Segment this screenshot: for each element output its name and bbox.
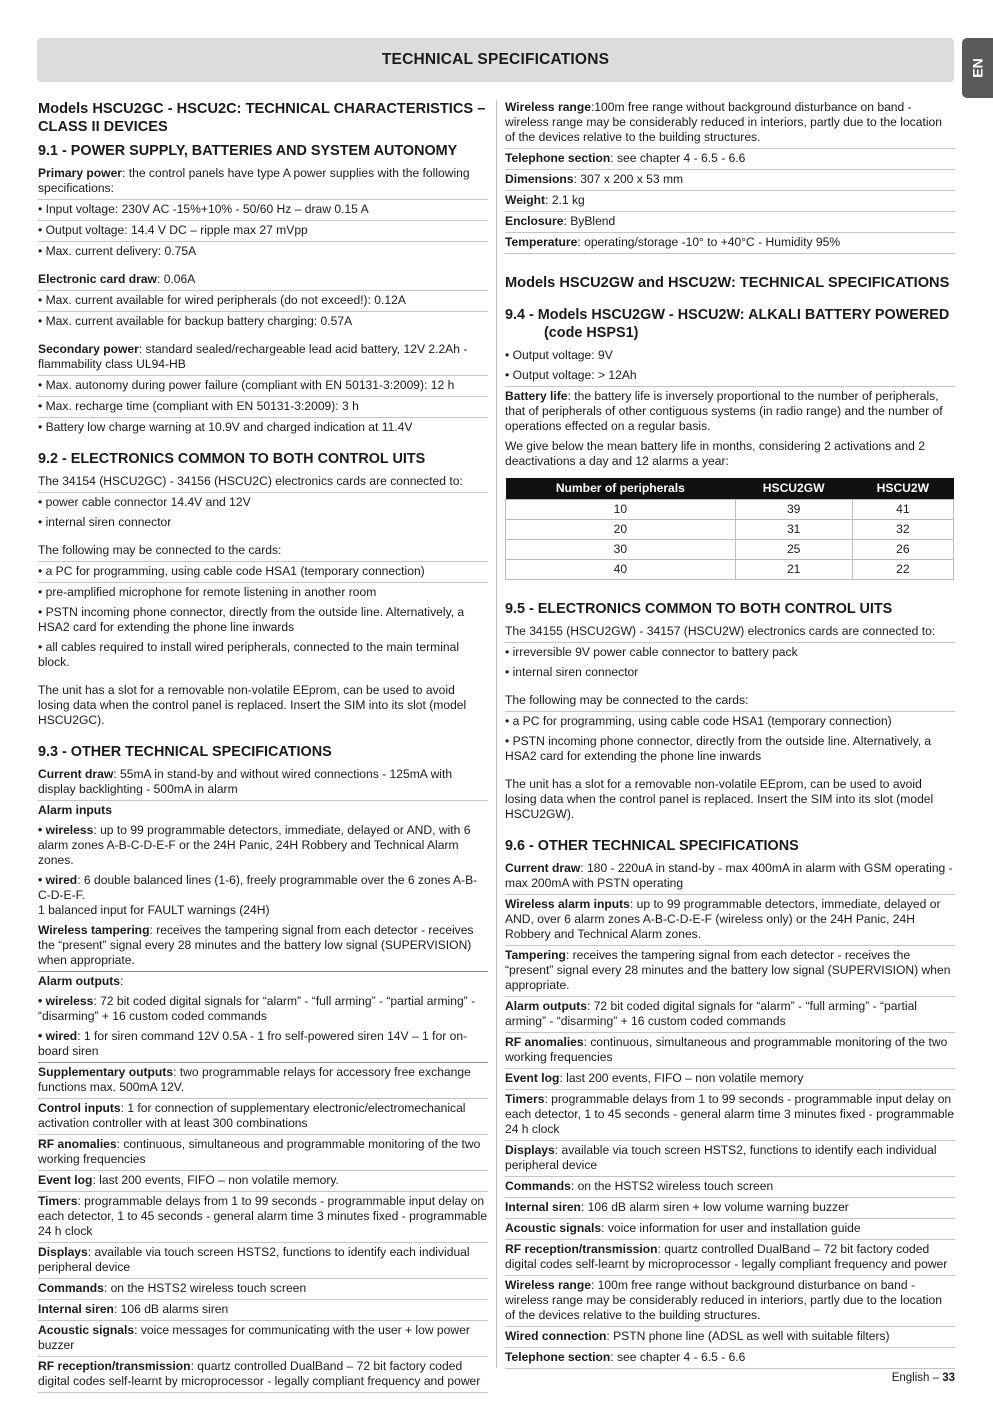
tamper-text: : receives the tampering signal from each detector - receives the “present” signal every 28 minutes and the battery low signal (SUPERVISION) when appropriate. [38, 923, 474, 967]
rf-anomalies [38, 1135, 488, 1171]
disp-text: : available via touch screen HSTS2, functions to identify each individual peripheral device [38, 1245, 470, 1274]
secondary-bullet: • Battery low charge warning at 10.9V and charged indication at 11.4V [38, 420, 413, 434]
r-tampering [505, 946, 955, 997]
dimensions [505, 170, 955, 191]
r-displays [505, 1141, 955, 1177]
secondary-label: Secondary power [38, 342, 139, 356]
timers-label: Timers [38, 1194, 78, 1208]
displays [38, 1243, 488, 1279]
right-column [505, 100, 955, 1369]
event-label: Event log [38, 1173, 93, 1187]
r-disp-text: : available via touch screen HSTS2, functions to identify each individual peripheral device [505, 1143, 937, 1172]
s95-intro2: The following may be connected to the cards: [505, 691, 955, 712]
page-footer [892, 1372, 955, 1384]
s95-bullet2: • PSTN incoming phone connector, directly from the outside line. Alternatively, a HSA2 card for extending the phone line inwards [505, 734, 932, 763]
r-acoustic-signals [505, 1219, 955, 1240]
alarm-inputs-wireless [38, 821, 488, 871]
weight-label: Weight [505, 193, 546, 207]
r-wired-connection [505, 1327, 955, 1348]
alarm-outputs-label: Alarm outputs [38, 974, 120, 988]
ecard-label: Electronic card draw [38, 272, 157, 286]
r-wireless-range [505, 1276, 955, 1327]
r-wired-text: : PSTN phone line (ADSL as well with suitable filters) [606, 1329, 890, 1343]
r-acoustic-text: : voice information for user and installation guide [601, 1221, 861, 1235]
telephone-section [505, 149, 955, 170]
section-9-1-title: 9.1 - POWER SUPPLY, BATTERIES AND SYSTEM AUTONOMY [38, 143, 458, 159]
secondary-bullet: • Max. autonomy during power failure (compliant with EN 50131-3:2009): 12 h [38, 376, 488, 397]
enclosure [505, 212, 955, 233]
cmd-label: Commands [38, 1281, 104, 1295]
table-cell: 41 [852, 500, 953, 520]
r-rfa-label: RF anomalies [505, 1035, 584, 1049]
r-internal-siren [505, 1198, 955, 1219]
r-timers-label: Timers [505, 1092, 545, 1106]
secondary-power [38, 340, 488, 376]
left-column [38, 100, 488, 1393]
r-rfrx-label: RF reception/transmission [505, 1242, 658, 1256]
acoustic-signals [38, 1321, 488, 1357]
wireless-range [505, 100, 955, 149]
left-main-title: Models HSCU2GC - HSCU2C: TECHNICAL CHARACTERISTICS – CLASS II DEVICES [38, 101, 486, 135]
life-text: : the battery life is inversely proportional to the number of peripherals, that of peripherals of other contiguous systems (in radio range) and the number of operations effected on a regular basis. [505, 389, 943, 433]
acoustic-label: Acoustic signals [38, 1323, 135, 1337]
r-commands [505, 1177, 955, 1198]
s92-bullet2: • all cables required to install wired peripherals, connected to the main terminal block. [38, 640, 460, 669]
table-cell: 30 [506, 540, 736, 560]
r-wrange-label: Wireless range [505, 1278, 591, 1292]
wai-label: Wireless alarm inputs [505, 897, 630, 911]
wireless-text: : up to 99 programmable detectors, immediate, delayed or AND, with 6 alarm zones A-B-C-D-E-F or the 24H Panic, 24H Robbery and Technical Alarm zones. [38, 823, 471, 867]
r-current-label: Current draw [505, 861, 581, 875]
table-cell: 25 [735, 540, 852, 560]
rfa-label: RF anomalies [38, 1137, 117, 1151]
s92-bullet2: • a PC for programming, using cable code HSA1 (temporary connection) [38, 562, 488, 583]
battery-life [505, 387, 955, 437]
timers-text: : programmable delays from 1 to 99 seconds - programmable input delay on each detector, 1 to 45 seconds - general alarm time 3 minutes fixed - programmable 24 h clock [38, 1194, 488, 1238]
primary-bullet: • Input voltage: 230V AC -15%+10% - 50/60 Hz – draw 0.15 A [38, 200, 488, 221]
table-header: HSCU2GW [735, 478, 852, 500]
rfrx-label: RF reception/transmission [38, 1359, 191, 1373]
s95-bullet: • irreversible 9V power cable connector to battery pack [505, 645, 798, 659]
primary-bullet: • Output voltage: 14.4 V DC – ripple max 27 mVpp [38, 221, 488, 242]
section-9-4-title: 9.4 - Models HSCU2GW - HSCU2W: ALKALI BATTERY POWERED (code HSPS1) [505, 307, 950, 341]
ecard-bullet: • Max. current available for backup battery charging: 0.57A [38, 314, 353, 328]
ao-wired-label: • wired [38, 1029, 78, 1043]
r-siren-label: Internal siren [505, 1200, 581, 1214]
table-header: HSCU2W [852, 478, 953, 500]
page-header [37, 38, 954, 82]
r-tamper-text: : receives the tampering signal from each detector - receives the “present” signal every 28 minutes and the battery low signal (SUPERVISION) when appropriate. [505, 948, 951, 992]
table-row [506, 540, 954, 560]
wired-label: • wired [38, 873, 78, 887]
primary-bullet: • Max. current delivery: 0.75A [38, 244, 197, 258]
primary-power-text: : the control panels have type A power supplies with the following specifications: [38, 166, 470, 195]
supplementary-outputs [38, 1063, 488, 1099]
alarm-outputs-wireless [38, 992, 488, 1027]
secondary-text: : standard sealed/rechargeable lead acid battery, 12V 2.2Ah - flammability class UL94-HB [38, 342, 468, 371]
r-event-label: Event log [505, 1071, 560, 1085]
table-cell: 26 [852, 540, 953, 560]
r-timers-text: : programmable delays from 1 to 99 seconds - programmable input delay on each detector, 1 to 45 seconds - general alarm time 3 minutes fixed - programmable 24 h clock [505, 1092, 955, 1136]
alarm-outputs-heading [38, 972, 488, 992]
table-cell: 32 [852, 520, 953, 540]
table-cell: 40 [506, 560, 736, 580]
dim-text: : 307 x 200 x 53 mm [573, 172, 684, 186]
r-current-text: : 180 - 220uA in stand-by - max 400mA in alarm with GSM operating - max 200mA with PSTN operating [505, 861, 953, 890]
r-event-text: : last 200 events, FIFO – non volatile memory [559, 1071, 804, 1085]
table-row [506, 500, 954, 520]
cmd-text: : on the HSTS2 wireless touch screen [103, 1281, 307, 1295]
table-cell: 22 [852, 560, 953, 580]
r-siren-text: : 106 dB alarm siren + low volume warning buzzer [580, 1200, 849, 1214]
temperature [505, 233, 955, 254]
r-wrange-text: : 100m free range without background disturbance on band - wireless range may be considerably reduced in interiors, partly due to the location of the devices relative to the building structures. [505, 1278, 942, 1322]
page-header-title: TECHNICAL SPECIFICATIONS [381, 51, 610, 68]
r-timers [505, 1090, 955, 1141]
s94-bullet: • Output voltage: 9V [505, 348, 613, 362]
section-9-2-title: 9.2 - ELECTRONICS COMMON TO BOTH CONTROL UITS [38, 451, 426, 467]
tel-label: Telephone section [505, 151, 611, 165]
wrange-label: Wireless range [505, 100, 591, 114]
table-header: Number of peripherals [506, 478, 736, 500]
r-current-draw [505, 859, 955, 895]
weight [505, 191, 955, 212]
r-cmd-text: : on the HSTS2 wireless touch screen [570, 1179, 774, 1193]
r-rf-reception [505, 1240, 955, 1276]
language-tab [962, 38, 993, 98]
control-inputs [38, 1099, 488, 1135]
supp-label: Supplementary outputs [38, 1065, 174, 1079]
r-event-log [505, 1069, 955, 1090]
table-header-row [506, 478, 954, 500]
event-log [38, 1171, 488, 1192]
disp-label: Displays [38, 1245, 88, 1259]
temp-label: Temperature [505, 235, 578, 249]
s95-bullet2: • a PC for programming, using cable code HSA1 (temporary connection) [505, 714, 892, 728]
r-disp-label: Displays [505, 1143, 555, 1157]
commands [38, 1279, 488, 1300]
rfrx-text: : quartz controlled DualBand – 72 bit factory coded digital codes self-learnt by microprocessor - legally compliant frequency and power [38, 1359, 481, 1388]
battery-life-table [505, 478, 954, 580]
s95-bullet: • internal siren connector [505, 665, 639, 679]
r-ao-text: : 72 bit coded digital signals for “alarm” - “full arming” - “partial arming” - “disarming” + 16 custom coded commands [505, 999, 917, 1028]
life-label: Battery life [505, 389, 568, 403]
s92-bullet2: • pre-amplified microphone for remote listening in another room [38, 585, 377, 599]
table-cell: 39 [735, 500, 852, 520]
alarm-inputs-wired [38, 871, 488, 921]
r-wired-label: Wired connection [505, 1329, 607, 1343]
r-acoustic-label: Acoustic signals [505, 1221, 602, 1235]
alarm-inputs-label: Alarm inputs [38, 803, 112, 817]
r-rfrx-text: : quartz controlled DualBand – 72 bit factory coded digital codes self-learnt by microprocessor - legally compliant frequency and power [505, 1242, 948, 1271]
current-draw-text: : 55mA in stand-by and without wired connections - 125mA with display backlighting - 500mA in alarm [38, 767, 453, 796]
wireless-alarm-inputs [505, 895, 955, 946]
dim-label: Dimensions [505, 172, 574, 186]
supp-text: : two programmable relays for accessory free exchange functions max. 500mA 12V. [38, 1065, 471, 1094]
footer-lang: English – [891, 1372, 943, 1384]
primary-power [38, 164, 488, 200]
encl-label: Enclosure [505, 214, 564, 228]
s92-intro: The 34154 (HSCU2GC) - 34156 (HSCU2C) electronics cards are connected to: [38, 472, 488, 493]
s94-bullet: • Output voltage: > 12Ah [505, 366, 955, 387]
right-main-title: Models HSCU2GW and HSCU2W: TECHNICAL SPECIFICATIONS [505, 275, 950, 291]
alarm-inputs-heading [38, 801, 488, 821]
ao-wireless-text: : 72 bit coded digital signals for “alarm” - “full arming” - “partial arming” - “disarming” + 16 custom coded commands [38, 994, 476, 1023]
wai-text: : up to 99 programmable detectors, immediate, delayed or AND, over 6 alarm zones A-B-C-D-E-F (wireless only) or the 24H Panic, 24H Robbery and Technical Alarm zones. [505, 897, 941, 941]
wrange-text: :100m free range without background disturbance on band - wireless range may be considerably reduced in interiors, partly due to the location of the devices relative to the building structures. [505, 100, 942, 144]
ctrl-text: : 1 for connection of supplementary electronic/electromechanical activation controller with at least 300 combinations [38, 1101, 466, 1130]
ecard-text: : 0.06A [156, 272, 196, 286]
timers [38, 1192, 488, 1243]
s92-note: The unit has a slot for a removable non-volatile EEprom, can be used to avoid losing data when the control panel is replaced. Insert the SIM into its slot (model HSCU2GC). [38, 683, 467, 727]
table-cell: 21 [735, 560, 852, 580]
current-draw [38, 765, 488, 801]
r-telephone-section [505, 1348, 955, 1369]
ao-wired-text: : 1 for siren command 12V 0.5A - 1 fro self-powered siren 14V – 1 for on-board siren [38, 1029, 468, 1058]
table-row [506, 520, 954, 540]
encl-text: : ByBlend [563, 214, 616, 228]
current-draw-label: Current draw [38, 767, 114, 781]
r-cmd-label: Commands [505, 1179, 571, 1193]
table-cell: 10 [506, 500, 736, 520]
section-9-5-title: 9.5 - ELECTRONICS COMMON TO BOTH CONTROL UITS [505, 601, 893, 617]
r-alarm-outputs [505, 997, 955, 1033]
r-rf-anomalies [505, 1033, 955, 1069]
mean-battery-text: We give below the mean battery life in months, considering 2 activations and 2 deactivations a day and 12 alarms a year: [505, 439, 925, 468]
internal-siren [38, 1300, 488, 1321]
electronic-card-draw [38, 270, 488, 291]
weight-text: : 2.1 kg [545, 193, 585, 207]
rf-reception [38, 1357, 488, 1393]
s92-bullet2: • PSTN incoming phone connector, directly from the outside line. Alternatively, a HSA2 card for extending the phone line inwards [38, 605, 465, 634]
wired-text2: 1 balanced input for FAULT warnings (24H) [38, 903, 270, 917]
ctrl-label: Control inputs [38, 1101, 121, 1115]
table-cell: 20 [506, 520, 736, 540]
siren-text: : 106 dB alarms siren [113, 1302, 229, 1316]
primary-power-label: Primary power [38, 166, 123, 180]
secondary-bullet: • Max. recharge time (compliant with EN 50131-3:2009): 3 h [38, 397, 488, 418]
event-text: : last 200 events, FIFO – non volatile memory. [92, 1173, 339, 1187]
r-tel-label: Telephone section [505, 1350, 611, 1364]
section-9-3-title: 9.3 - OTHER TECHNICAL SPECIFICATIONS [38, 744, 332, 760]
rfa-text: : continuous, simultaneous and programmable monitoring of the two working frequencies [38, 1137, 481, 1166]
wireless-tampering [38, 921, 488, 972]
section-9-6-title: 9.6 - OTHER TECHNICAL SPECIFICATIONS [505, 838, 799, 854]
r-tel-text: : see chapter 4 - 6.5 - 6.6 [610, 1350, 746, 1364]
language-tab-label: EN [969, 58, 986, 78]
ao-wireless-label: • wireless [38, 994, 94, 1008]
r-tamper-label: Tampering [505, 948, 566, 962]
table-cell: 31 [735, 520, 852, 540]
alarm-outputs-wired [38, 1027, 488, 1063]
column-divider [496, 100, 497, 1368]
page-number: 33 [942, 1372, 955, 1384]
s95-intro: The 34155 (HSCU2GW) - 34157 (HSCU2W) electronics cards are connected to: [505, 622, 955, 643]
temp-text: : operating/storage -10° to +40°C - Humidity 95% [577, 235, 841, 249]
wired-text: : 6 double balanced lines (1-6), freely programmable over the 6 zones A-B-C-D-E-F. [38, 873, 478, 902]
ecard-bullet: • Max. current available for wired peripherals (do not exceed!): 0.12A [38, 291, 488, 312]
acoustic-text: : voice messages for communicating with the user + low power buzzer [38, 1323, 470, 1352]
tel-text: : see chapter 4 - 6.5 - 6.6 [610, 151, 746, 165]
table-row [506, 560, 954, 580]
s92-bullet: • power cable connector 14.4V and 12V [38, 495, 251, 509]
alarm-outputs-colon: : [119, 974, 124, 988]
s95-note: The unit has a slot for a removable non-volatile EEprom, can be used to avoid losing data when the control panel is replaced. Insert the SIM into its slot (model HSCU2GW). [505, 777, 934, 821]
tamper-label: Wireless tampering [38, 923, 150, 937]
r-rfa-text: : continuous, simultaneous and programmable monitoring of the two working frequencies [505, 1035, 948, 1064]
siren-label: Internal siren [38, 1302, 114, 1316]
s92-bullet: • internal siren connector [38, 515, 172, 529]
wireless-label: • wireless [38, 823, 94, 837]
s92-intro2: The following may be connected to the cards: [38, 541, 488, 562]
r-ao-label: Alarm outputs [505, 999, 587, 1013]
